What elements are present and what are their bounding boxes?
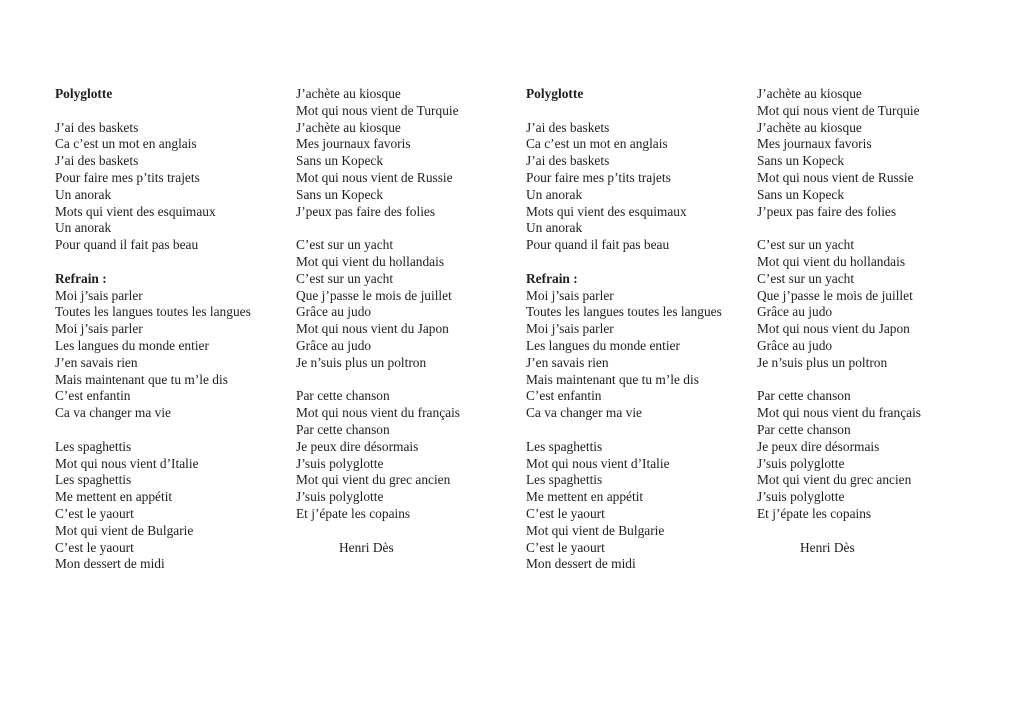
- lyric-line: Grâce au judo: [757, 337, 833, 353]
- stanza-break: [55, 103, 251, 120]
- lyric-line: Mot qui nous vient de Russie: [757, 169, 914, 185]
- lyric-line: Sans un Kopeck: [296, 186, 384, 202]
- lyric-line: Et j’épate les copains: [757, 505, 872, 521]
- lyric-line: Mot qui nous vient d’Italie: [55, 455, 199, 471]
- lyric-line: J’ai des baskets: [55, 119, 139, 135]
- lyric-line: C’est le yaourt: [55, 539, 134, 555]
- lyric-line: Mot qui nous vient de Turquie: [296, 102, 459, 118]
- lyric-line: Ca c’est un mot en anglais: [526, 136, 668, 152]
- lyric-line: J’suis polyglotte: [757, 489, 845, 505]
- lyric-line: Mot qui vient du grec ancien: [757, 472, 912, 488]
- lyric-line: Mot qui nous vient de Turquie: [757, 102, 920, 118]
- lyric-line: J’achète au kiosque: [757, 86, 862, 101]
- lyrics-column-1-left: [55, 86, 251, 573]
- lyric-line: J’suis polyglotte: [296, 455, 384, 471]
- lyric-line: C’est le yaourt: [526, 505, 605, 521]
- lyric-line: Les spaghettis: [526, 472, 603, 488]
- lyric-line: J’achète au kiosque: [757, 119, 862, 135]
- lyric-line: Je peux dire désormais: [296, 438, 419, 454]
- lyric-line: Pour faire mes p’tits trajets: [55, 169, 200, 185]
- lyric-line: Mot qui nous vient du Japon: [296, 321, 449, 337]
- lyric-line: Pour faire mes p’tits trajets: [526, 169, 671, 185]
- lyric-line: Mot qui vient du hollandais: [296, 253, 445, 269]
- lyric-line: Mot qui vient de Bulgarie: [526, 522, 665, 538]
- lyric-line: J’achète au kiosque: [296, 119, 401, 135]
- lyric-line: Que j’passe le mois de juillet: [296, 287, 452, 303]
- lyric-line: Grâce au judo: [296, 337, 372, 353]
- lyrics-column-2-right: [757, 86, 921, 556]
- lyric-line: J’ai des baskets: [55, 153, 139, 169]
- lyric-line: Ca va changer ma vie: [526, 405, 642, 421]
- lyric-line: Mot qui nous vient du Japon: [757, 321, 910, 337]
- lyric-line: J’en savais rien: [55, 354, 138, 370]
- lyric-line: J’ai des baskets: [526, 119, 610, 135]
- refrain-heading: Refrain :: [526, 270, 578, 286]
- lyric-line: Un anorak: [55, 220, 112, 236]
- lyric-line: Les spaghettis: [55, 438, 132, 454]
- lyric-line: Les spaghettis: [55, 472, 132, 488]
- lyric-line: Mot qui nous vient du français: [757, 405, 922, 421]
- lyric-line: Que j’passe le mois de juillet: [757, 287, 913, 303]
- lyric-line: Sans un Kopeck: [757, 153, 845, 169]
- lyric-line: Les langues du monde entier: [55, 337, 209, 353]
- stanza-break: [526, 422, 722, 439]
- lyric-line: Sans un Kopeck: [296, 153, 384, 169]
- lyric-line: Les langues du monde entier: [526, 337, 680, 353]
- lyric-line: Je n’suis plus un poltron: [296, 354, 427, 370]
- lyric-line: J’achète au kiosque: [296, 86, 401, 101]
- lyric-line: C’est le yaourt: [526, 539, 605, 555]
- lyric-line: C’est le yaourt: [55, 505, 134, 521]
- lyric-line: Toutes les langues toutes les langues: [55, 304, 251, 320]
- lyrics-column-2-left: [526, 86, 722, 573]
- lyric-line: Mais maintenant que tu m’le dis: [55, 371, 228, 387]
- stanza-break: [526, 103, 722, 120]
- lyric-line: Mots qui vient des esquimaux: [526, 203, 687, 219]
- lyric-line: Ca c’est un mot en anglais: [55, 136, 197, 152]
- stanza-break: [55, 254, 251, 271]
- lyric-line: Mots qui vient des esquimaux: [55, 203, 216, 219]
- lyric-line: Mot qui nous vient du français: [296, 405, 461, 421]
- lyric-line: Mes journaux favoris: [296, 136, 411, 152]
- author-signature: Henri Dès: [800, 539, 855, 555]
- lyric-line: J’ai des baskets: [526, 153, 610, 169]
- refrain-heading: Refrain :: [55, 270, 107, 286]
- lyric-line: Grâce au judo: [757, 304, 833, 320]
- lyric-line: C’est sur un yacht: [757, 270, 855, 286]
- lyric-line: Par cette chanson: [757, 388, 851, 404]
- lyric-line: Je peux dire désormais: [757, 438, 880, 454]
- stanza-break: [296, 372, 460, 389]
- stanza-break: [296, 523, 460, 540]
- stanza-break: [757, 220, 921, 237]
- stanza-break: [55, 422, 251, 439]
- lyric-line: Mes journaux favoris: [757, 136, 872, 152]
- lyric-line: C’est sur un yacht: [296, 237, 394, 253]
- lyric-line: J’suis polyglotte: [296, 489, 384, 505]
- lyric-line: C’est sur un yacht: [757, 237, 855, 253]
- lyric-line: J’suis polyglotte: [757, 455, 845, 471]
- lyric-line: Mot qui vient du hollandais: [757, 253, 906, 269]
- lyric-line: Moi j’sais parler: [55, 287, 143, 303]
- lyric-line: Mot qui nous vient d’Italie: [526, 455, 670, 471]
- lyric-line: Mot qui nous vient de Russie: [296, 169, 453, 185]
- lyric-line: Par cette chanson: [757, 421, 851, 437]
- lyric-line: Mot qui vient de Bulgarie: [55, 522, 194, 538]
- lyric-line: Je n’suis plus un poltron: [757, 354, 888, 370]
- lyric-line: C’est enfantin: [55, 388, 131, 404]
- stanza-break: [757, 523, 921, 540]
- lyric-line: Un anorak: [526, 220, 583, 236]
- stanza-break: [526, 254, 722, 271]
- lyric-line: Mot qui vient du grec ancien: [296, 472, 451, 488]
- lyric-line: Grâce au judo: [296, 304, 372, 320]
- lyric-line: Et j’épate les copains: [296, 505, 411, 521]
- lyric-line: Moi j’sais parler: [526, 287, 614, 303]
- author-signature: Henri Dès: [339, 539, 394, 555]
- lyric-line: Moi j’sais parler: [526, 321, 614, 337]
- lyric-line: Mais maintenant que tu m’le dis: [526, 371, 699, 387]
- lyric-line: J’peux pas faire des folies: [296, 203, 436, 219]
- lyric-line: Toutes les langues toutes les langues: [526, 304, 722, 320]
- lyric-line: J’peux pas faire des folies: [757, 203, 897, 219]
- lyric-line: Mon dessert de midi: [55, 556, 165, 572]
- lyric-line: Par cette chanson: [296, 388, 390, 404]
- lyric-line: Un anorak: [526, 186, 583, 202]
- song-title: Polyglotte: [526, 86, 584, 101]
- lyric-line: Ca va changer ma vie: [55, 405, 171, 421]
- lyric-line: Par cette chanson: [296, 421, 390, 437]
- lyric-line: Me mettent en appétit: [526, 489, 644, 505]
- lyric-line: Pour quand il fait pas beau: [526, 237, 670, 253]
- lyric-line: Mon dessert de midi: [526, 556, 636, 572]
- lyric-line: J’en savais rien: [526, 354, 609, 370]
- lyric-line: Sans un Kopeck: [757, 186, 845, 202]
- stanza-break: [296, 220, 460, 237]
- lyric-line: Un anorak: [55, 186, 112, 202]
- song-title: Polyglotte: [55, 86, 113, 101]
- lyric-line: Moi j’sais parler: [55, 321, 143, 337]
- lyric-line: Les spaghettis: [526, 438, 603, 454]
- lyric-line: C’est sur un yacht: [296, 270, 394, 286]
- lyrics-column-1-right: [296, 86, 460, 556]
- lyric-line: Pour quand il fait pas beau: [55, 237, 199, 253]
- stanza-break: [757, 372, 921, 389]
- lyric-line: C’est enfantin: [526, 388, 602, 404]
- lyric-line: Me mettent en appétit: [55, 489, 173, 505]
